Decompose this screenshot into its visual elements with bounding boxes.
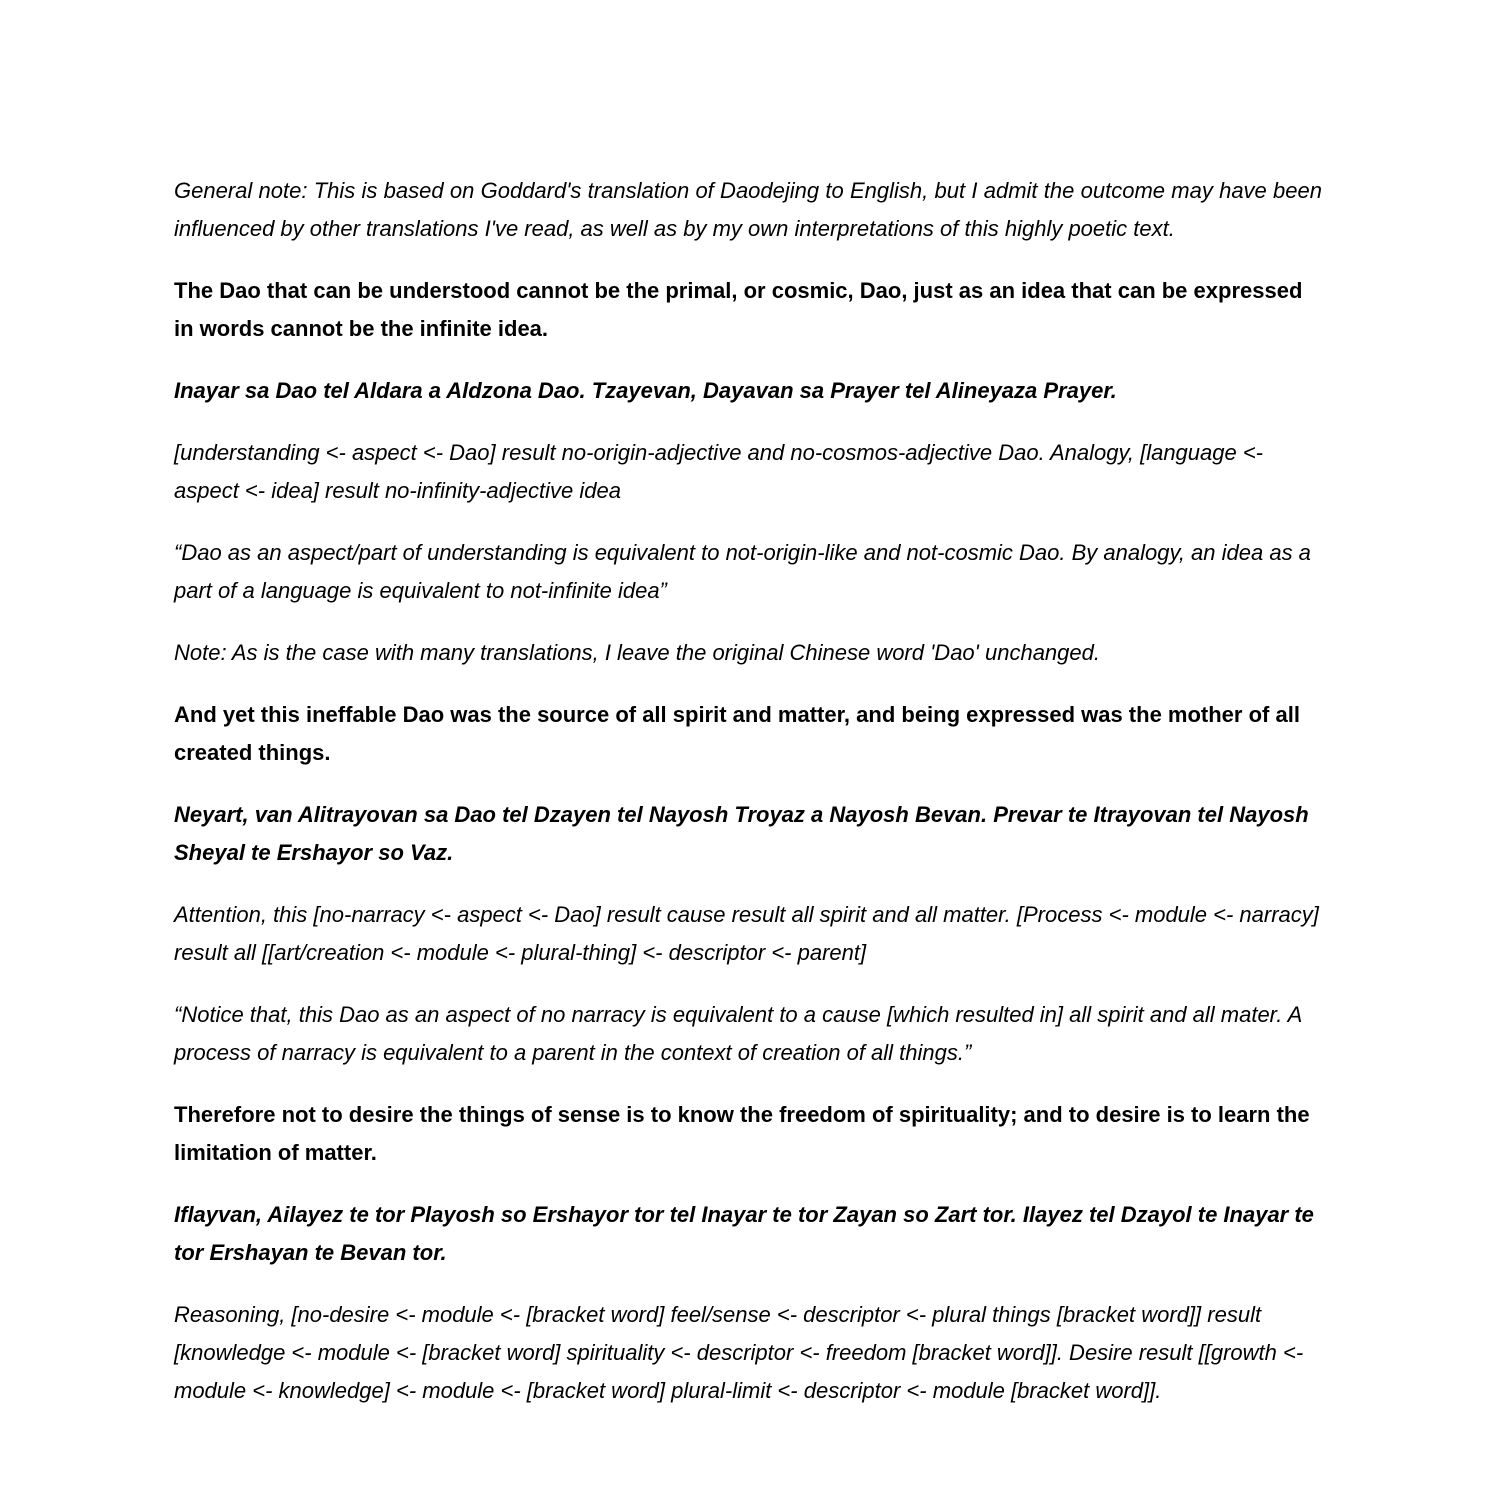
translator-note: Note: As is the case with many translations, I leave the original Chinese word 'Dao' unchanged. — [174, 640, 1100, 665]
back-translation-verse-2: “Notice that, this Dao as an aspect of no narracy is equivalent to a cause [which resulted in] all spirit and all mater. A process of narracy is equivalent to a parent in the context of creation of all things.” — [174, 1002, 1302, 1065]
gloss-verse-1: [understanding <- aspect <- Dao] result no-origin-adjective and no-cosmos-adjective Dao. Analogy, [language <- aspect <- idea] result no-infinity-adjective idea — [174, 440, 1264, 503]
english-verse-1: The Dao that can be understood cannot be the primal, or cosmic, Dao, just as an idea that can be expressed in words cannot be the infinite idea. — [174, 278, 1303, 341]
back-translation-verse-1: “Dao as an aspect/part of understanding is equivalent to not-origin-like and not-cosmic Dao. By analogy, an idea as a part of a language is equivalent to not-infinite idea” — [174, 540, 1311, 603]
general-note-paragraph: General note: This is based on Goddard's translation of Daodejing to English, but I admit the outcome may have been influenced by other translations I've read, as well as by my own interpretations of this highly poetic text. — [174, 178, 1322, 241]
english-verse-3: Therefore not to desire the things of sense is to know the freedom of spirituality; and to desire is to learn the limitation of matter. — [174, 1102, 1310, 1165]
conlang-verse-1: Inayar sa Dao tel Aldara a Aldzona Dao. Tzayevan, Dayavan sa Prayer tel Alineyaza Prayer. — [174, 378, 1117, 403]
conlang-verse-2: Neyart, van Alitrayovan sa Dao tel Dzayen tel Nayosh Troyaz a Nayosh Bevan. Prevar te Itrayovan tel Nayosh Sheyal te Ershayor so Vaz. — [174, 802, 1309, 865]
conlang-verse-3: Iflayvan, Ailayez te tor Playosh so Ershayor tor tel Inayar te tor Zayan so Zart tor. Ilayez tel Dzayol te Inayar te tor Ershayan te Bevan tor. — [174, 1202, 1314, 1265]
english-verse-2: And yet this ineffable Dao was the source of all spirit and matter, and being expressed was the mother of all created things. — [174, 702, 1300, 765]
document-body — [174, 172, 1322, 1434]
gloss-verse-2: Attention, this [no-narracy <- aspect <- Dao] result cause result all spirit and all matter. [Process <- module <- narracy] result all [[art/creation <- module <- plural-thing] <- descriptor <- parent] — [174, 902, 1319, 965]
gloss-verse-3: Reasoning, [no-desire <- module <- [bracket word] feel/sense <- descriptor <- plural things [bracket word]] result [knowledge <- module <- [bracket word] spirituality <- descriptor <- freedom [bracket word]]. Desire result [[growth <- module <- knowledge] <- module <- [bracket word] plural-limit <- descriptor <- module [bracket word]]. — [174, 1302, 1304, 1403]
